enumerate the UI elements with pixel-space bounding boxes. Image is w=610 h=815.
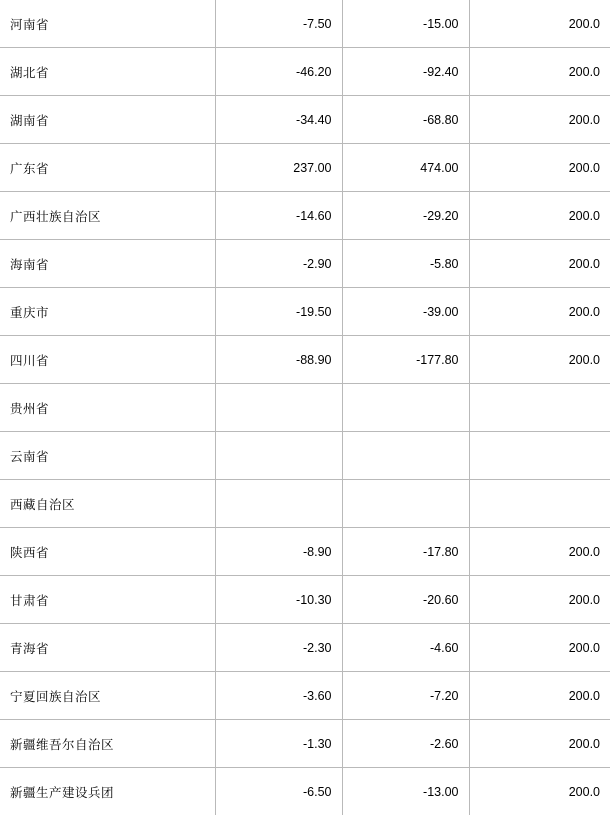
value1-cell: -1.30 <box>215 720 342 768</box>
table-row <box>0 624 610 672</box>
value2-cell: -2.60 <box>342 720 469 768</box>
region-name-cell: 广东省 <box>0 144 215 192</box>
value1-cell: -7.50 <box>215 0 342 48</box>
region-name-cell: 广西壮族自治区 <box>0 192 215 240</box>
value1-cell <box>215 480 342 528</box>
table-row <box>0 432 610 480</box>
value2-cell <box>342 432 469 480</box>
table-row <box>0 144 610 192</box>
table-row <box>0 48 610 96</box>
value3-cell <box>469 480 610 528</box>
table-row <box>0 336 610 384</box>
table-row <box>0 672 610 720</box>
region-name-cell: 新疆生产建设兵团 <box>0 768 215 815</box>
value2-cell: -4.60 <box>342 624 469 672</box>
table-row <box>0 384 610 432</box>
table-row <box>0 288 610 336</box>
value3-cell: 200.0 <box>469 192 610 240</box>
value2-cell: -68.80 <box>342 96 469 144</box>
value3-cell: 200.0 <box>469 768 610 815</box>
table-row <box>0 0 610 48</box>
table-row <box>0 240 610 288</box>
value3-cell: 200.0 <box>469 336 610 384</box>
value1-cell: -2.90 <box>215 240 342 288</box>
region-name-cell: 湖北省 <box>0 48 215 96</box>
value1-cell: -88.90 <box>215 336 342 384</box>
value3-cell: 200.0 <box>469 240 610 288</box>
value3-cell: 200.0 <box>469 528 610 576</box>
value1-cell: -10.30 <box>215 576 342 624</box>
table-row <box>0 576 610 624</box>
value2-cell <box>342 384 469 432</box>
table-row <box>0 528 610 576</box>
value3-cell: 200.0 <box>469 672 610 720</box>
region-name-cell: 陕西省 <box>0 528 215 576</box>
region-name-cell: 海南省 <box>0 240 215 288</box>
value3-cell: 200.0 <box>469 48 610 96</box>
value1-cell <box>215 384 342 432</box>
value1-cell: -34.40 <box>215 96 342 144</box>
value3-cell: 200.0 <box>469 0 610 48</box>
value2-cell: -15.00 <box>342 0 469 48</box>
value1-cell: -19.50 <box>215 288 342 336</box>
value2-cell: -29.20 <box>342 192 469 240</box>
value1-cell: -14.60 <box>215 192 342 240</box>
value2-cell: -7.20 <box>342 672 469 720</box>
value2-cell: -20.60 <box>342 576 469 624</box>
value1-cell: -46.20 <box>215 48 342 96</box>
value2-cell: -13.00 <box>342 768 469 815</box>
value2-cell: -92.40 <box>342 48 469 96</box>
value1-cell: -8.90 <box>215 528 342 576</box>
value3-cell: 200.0 <box>469 144 610 192</box>
value2-cell: -177.80 <box>342 336 469 384</box>
value3-cell: 200.0 <box>469 720 610 768</box>
region-name-cell: 贵州省 <box>0 384 215 432</box>
value1-cell: -6.50 <box>215 768 342 815</box>
value2-cell: -5.80 <box>342 240 469 288</box>
region-name-cell: 云南省 <box>0 432 215 480</box>
table-row <box>0 768 610 815</box>
region-name-cell: 湖南省 <box>0 96 215 144</box>
region-name-cell: 青海省 <box>0 624 215 672</box>
value1-cell <box>215 432 342 480</box>
value1-cell: -3.60 <box>215 672 342 720</box>
region-name-cell: 西藏自治区 <box>0 480 215 528</box>
region-name-cell: 四川省 <box>0 336 215 384</box>
region-name-cell: 甘肃省 <box>0 576 215 624</box>
table-row <box>0 720 610 768</box>
value3-cell: 200.0 <box>469 576 610 624</box>
value1-cell: 237.00 <box>215 144 342 192</box>
value2-cell: 474.00 <box>342 144 469 192</box>
value2-cell: -17.80 <box>342 528 469 576</box>
region-name-cell: 河南省 <box>0 0 215 48</box>
region-name-cell: 重庆市 <box>0 288 215 336</box>
value2-cell: -39.00 <box>342 288 469 336</box>
value1-cell: -2.30 <box>215 624 342 672</box>
value3-cell: 200.0 <box>469 96 610 144</box>
value3-cell <box>469 384 610 432</box>
region-name-cell: 新疆维吾尔自治区 <box>0 720 215 768</box>
value2-cell <box>342 480 469 528</box>
value3-cell <box>469 432 610 480</box>
value3-cell: 200.0 <box>469 624 610 672</box>
value3-cell: 200.0 <box>469 288 610 336</box>
table-row <box>0 96 610 144</box>
table-row <box>0 192 610 240</box>
region-name-cell: 宁夏回族自治区 <box>0 672 215 720</box>
table-row <box>0 480 610 528</box>
